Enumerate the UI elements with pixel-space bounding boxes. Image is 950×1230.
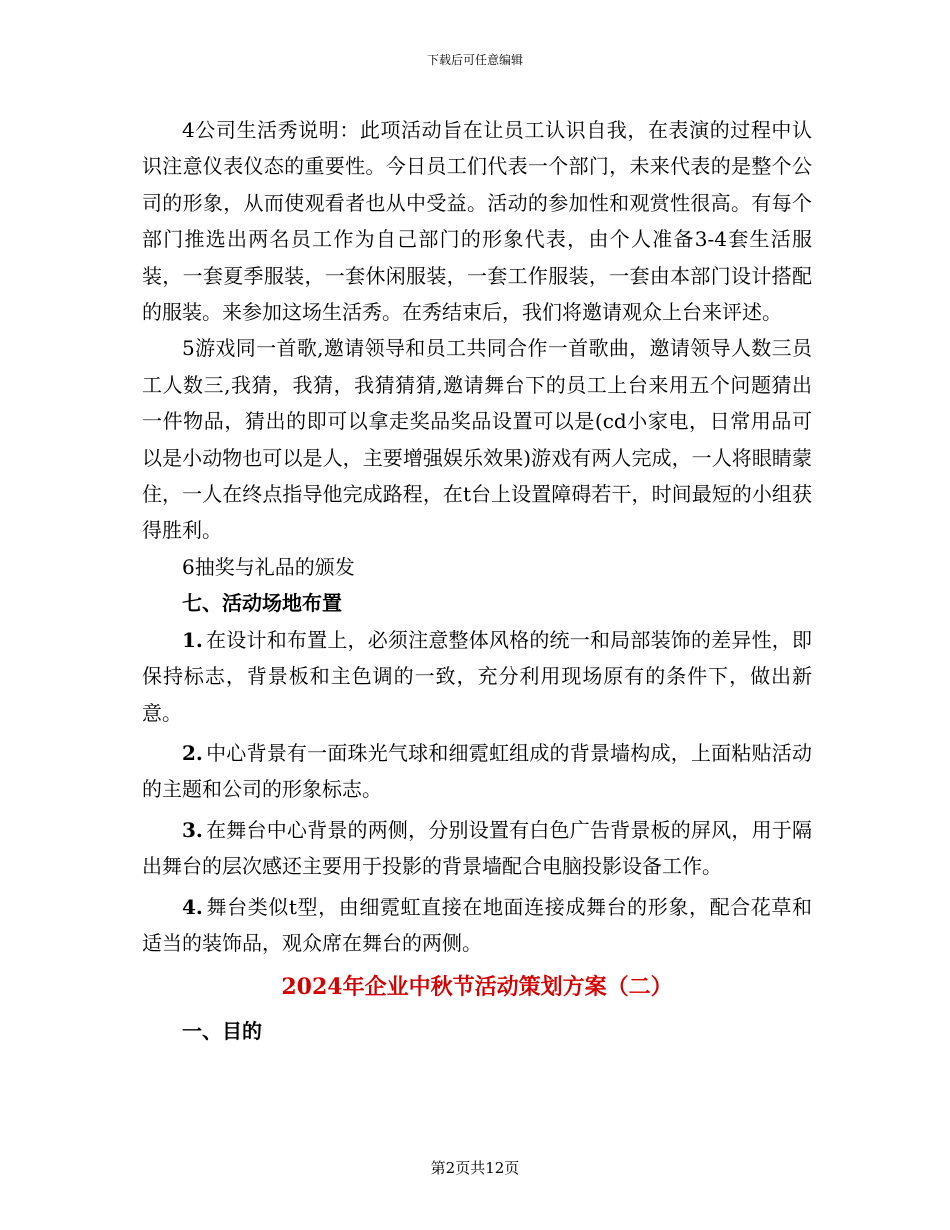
list-item-number: 1. [182, 627, 203, 652]
paragraph-games: 5游戏同一首歌,邀请领导和员工共同合作一首歌曲，邀请领导人数三员工人数三,我猜，我猜，我猜猜猜,邀请舞台下的员工上台来用五个问题猜出一件物品，猜出的即可以拿走奖品奖品设置可以是(cd小家电，日常用品可以是小动物也可以是人，主要增强娱乐效果)游戏有两人完成，一人将眼睛蒙住，一人在终点指导他完成路程，在t台上设置障碍若干，时间最短的小组获得胜利。 [142, 336, 812, 543]
page-header: 下载后可任意编辑 [426, 53, 523, 67]
heading-purpose: 一、目的 [182, 1019, 262, 1044]
paragraph-life-show: 4公司生活秀说明：此项活动旨在让员工认识自我，在表演的过程中认识注意仪表仪态的重要性。今日员工们代表一个部门，未来代表的是整个公司的形象，从而使观看者也从中受益。活动的参加性和观赏性很高。有每个部门推选出两名员工作为自己部门的形象代表，由个人准备3-4套生活服装，一套夏季服装，一套休闲服装，一套工作服装，一套由本部门设计搭配的服装。来参加这场生活秀。在秀结束后，我们将邀请观众上台来评述。 [142, 118, 812, 325]
list-item [142, 812, 812, 885]
section-title: 2024年企业中秋节活动策划方案（二） [281, 974, 673, 1001]
list-item-text: 在设计和布置上，必须注意整体风格的统一和局部装饰的差异性，即保持标志，背景板和主色调的一致，充分利用现场原有的条件下，做出新意。 [142, 627, 812, 725]
document-body [142, 112, 812, 1053]
page-footer: 第2页共12页 [430, 1159, 520, 1177]
list-item-number: 4. [182, 894, 203, 919]
list-item-number: 3. [182, 817, 203, 842]
list-item-text: 舞台类似t型，由细霓虹直接在地面连接成舞台的形象，配合花草和适当的装饰品，观众席在舞台的两侧。 [142, 894, 812, 955]
list-item [142, 735, 812, 808]
list-item-text: 中心背景有一面珠光气球和细霓虹组成的背景墙构成，上面粘贴活动的主题和公司的形象标志。 [142, 740, 812, 802]
list-item [142, 889, 812, 962]
heading-venue-layout: 七、活动场地布置 [182, 591, 342, 616]
list-item-number: 2. [182, 740, 203, 765]
paragraph-lottery: 6抽奖与礼品的颁发 [182, 554, 355, 579]
list-item-text: 在舞台中心背景的两侧，分别设置有白色广告背景板的屏风，用于隔出舞台的层次感还主要用于投影的背景墙配合电脑投影设备工作。 [142, 817, 812, 879]
list-item [142, 622, 812, 731]
